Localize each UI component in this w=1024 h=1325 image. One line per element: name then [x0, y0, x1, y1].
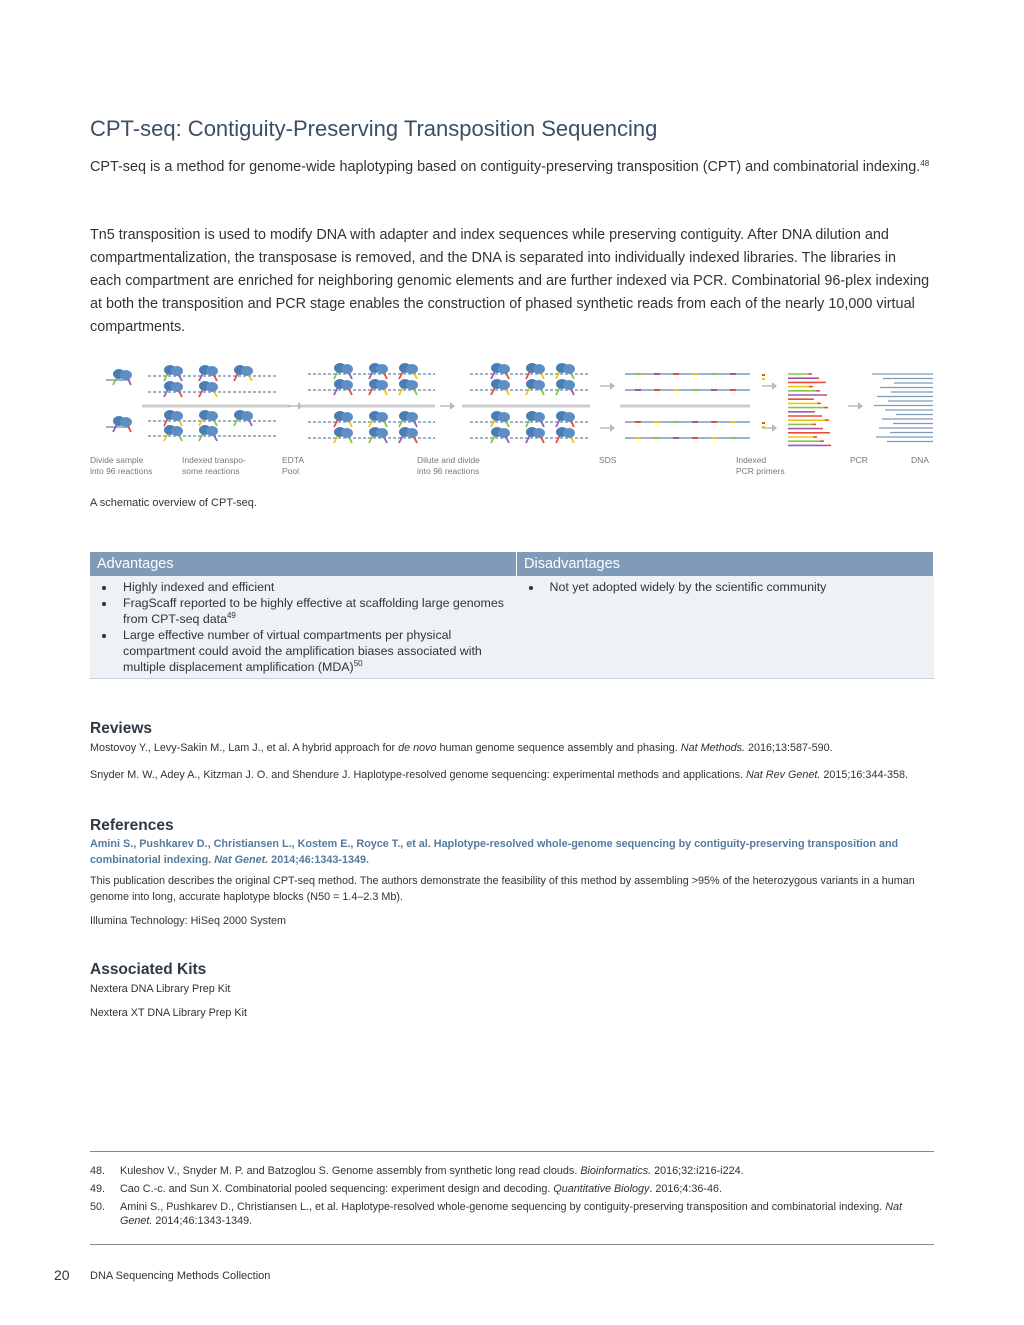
transposome — [341, 428, 353, 438]
arrow-head — [772, 424, 777, 432]
step-label-line2: some reactions — [182, 466, 240, 476]
transposome — [406, 380, 418, 390]
transposome — [120, 417, 132, 427]
footnote-volume: 2014;46:1343-1349. — [152, 1215, 253, 1227]
primer — [762, 374, 765, 376]
transposome — [533, 428, 545, 438]
footnote-volume: . 2016;4:36-46. — [649, 1183, 723, 1195]
review-authors-title: Snyder M. W., Adey A., Kitzman J. O. and Shendure J. Haplotype-resolved genome sequencing: experimental methods and applications. — [90, 769, 746, 781]
transposome — [171, 382, 183, 392]
transposome — [206, 426, 218, 436]
review-title-rest: human genome sequence assembly and phasing. — [436, 742, 681, 754]
step-label: Indexed transpo- — [182, 455, 246, 465]
body-paragraph: Tn5 transposition is used to modify DNA with adapter and index sequences while preserving contiguity. After DNA dilution and compartmentalization, the transposase is removed, and the DNA is separated into individually indexed libraries. The libraries in each compartment are enriched for neighboring genomic elements and are further indexed via PCR. Combinatorial 96-plex indexing at both the transposition and PCR stage enables the construction of phased synthetic reads from each of the nearly 10,000 virtual compartments. — [90, 227, 930, 335]
transposome — [120, 370, 132, 380]
figure-caption: A schematic overview of CPT-seq. — [90, 497, 257, 509]
primer — [762, 422, 765, 424]
advantage-text: FragScaff reported to be highly effective at scaffolding large genomes from CPT-seq data — [123, 596, 504, 626]
disadvantages-cell — [517, 576, 934, 679]
reviews-heading: Reviews — [90, 720, 153, 737]
transposome — [241, 366, 253, 376]
disadvantages-header: Disadvantages — [517, 552, 934, 576]
review-journal: Nat Rev Genet. — [745, 769, 821, 781]
transposome — [563, 428, 575, 438]
transposome — [206, 366, 218, 376]
transposome — [341, 412, 353, 422]
intro-paragraph — [90, 156, 930, 179]
footnote-journal: Nat Genet. — [120, 1201, 902, 1227]
arrow-head — [610, 382, 615, 390]
step-label: PCR — [850, 455, 868, 465]
footnote-number: 49. — [90, 1183, 106, 1195]
advantage-item — [116, 627, 510, 675]
references-heading: References — [90, 817, 174, 834]
transposome — [498, 364, 510, 374]
advantages-list — [97, 579, 510, 675]
reference-authors-title: Amini S., Pushkarev D., Christiansen L., Kostem E., Royce T., et al. Haplotype-resolved whole-genome sequencing by contiguity-preserving transposition and combinatorial indexing. — [90, 838, 899, 866]
transposome — [406, 364, 418, 374]
footnote — [90, 1182, 935, 1196]
review-authors-title: Mostovoy Y., Levy-Sakin M., Lam J., et al. A hybrid approach for — [90, 742, 399, 754]
arrow-head — [858, 402, 863, 410]
cpt-seq-schematic — [90, 356, 935, 481]
footnote-number: 50. — [90, 1201, 106, 1213]
advantage-item — [116, 595, 510, 627]
advantages-header: Advantages — [90, 552, 517, 576]
transposome — [563, 380, 575, 390]
arrow-head — [772, 382, 777, 390]
reference-description: This publication describes the original CPT-seq method. The authors demonstrate the feasibility of this method by assembling >95% of the heterozygous variants in a human genome into long, accurate haplotype blocks (N50 = 1.4–2.3 Mb). — [90, 875, 915, 903]
transposome — [341, 364, 353, 374]
citation-superscript: 50 — [353, 659, 363, 668]
reference-volume: 2014;46:1343-1349. — [268, 854, 370, 866]
transposome — [498, 380, 510, 390]
step-label: EDTA — [282, 455, 305, 465]
review-volume: 2015;16:344-358. — [820, 769, 909, 781]
footnote-text: Kuleshov V., Snyder M. P. and Batzoglou S. Genome assembly from synthetic long read clouds. — [120, 1165, 581, 1177]
disadvantage-item — [543, 579, 927, 595]
page-number: 20 — [54, 1267, 70, 1283]
transposome — [206, 411, 218, 421]
step-label-line2: into 96 reactions — [90, 466, 153, 476]
footnote-number: 48. — [90, 1165, 106, 1177]
review-citation — [90, 767, 935, 783]
footnote-text: Amini S., Pushkarev D., Christiansen L., et al. Haplotype-resolved whole-genome sequencing by contiguity-preserving transposition and combinatorial indexing. — [120, 1201, 886, 1213]
transposome — [563, 364, 575, 374]
transposome — [533, 380, 545, 390]
kit-item: Nextera XT DNA Library Prep Kit — [90, 1007, 248, 1019]
review-citation — [90, 740, 935, 756]
footnote-journal: Quantitative Biology — [553, 1183, 650, 1195]
citation-superscript: 49 — [226, 611, 236, 620]
step-label-line2: into 96 reactions — [417, 466, 480, 476]
transposome — [498, 428, 510, 438]
review-journal: Nat Methods. — [680, 742, 746, 754]
review-italic-term: de novo — [398, 742, 437, 754]
primer — [762, 378, 765, 380]
advantage-item — [116, 579, 510, 595]
step-label-line2: PCR primers — [736, 466, 785, 476]
transposome — [498, 412, 510, 422]
transposome — [376, 428, 388, 438]
transposome — [533, 364, 545, 374]
footnote-journal: Bioinformatics. — [580, 1165, 652, 1177]
arrow-head — [450, 402, 455, 410]
transposome — [376, 412, 388, 422]
page-title: CPT-seq: Contiguity-Preserving Transposition Sequencing — [90, 116, 658, 141]
footnotes-divider — [90, 1151, 934, 1152]
schematic-labels — [90, 455, 929, 476]
transposome — [241, 411, 253, 421]
transposome — [533, 412, 545, 422]
associated-kits-heading: Associated Kits — [90, 961, 207, 978]
disadvantages-list — [524, 579, 927, 595]
footer-divider — [90, 1244, 934, 1245]
step-label: DNA — [911, 455, 929, 465]
step-label: Dilute and divide — [417, 455, 480, 465]
transposome — [563, 412, 575, 422]
citation-superscript: 48 — [920, 159, 930, 168]
advantages-table — [90, 552, 934, 679]
transposome — [171, 366, 183, 376]
reference-technology: Illumina Technology: HiSeq 2000 System — [90, 915, 287, 927]
transposome — [376, 380, 388, 390]
schematic-artwork — [106, 363, 933, 445]
transposome — [341, 380, 353, 390]
transposome — [406, 412, 418, 422]
step-label: SDS — [599, 455, 617, 465]
transposome — [406, 428, 418, 438]
transposome — [171, 411, 183, 421]
kit-item: Nextera DNA Library Prep Kit — [90, 983, 231, 995]
reference-citation — [90, 836, 935, 868]
reference-journal: Nat Genet. — [214, 854, 269, 866]
transposome — [171, 426, 183, 436]
footnote — [90, 1164, 935, 1178]
transposome — [376, 364, 388, 374]
advantage-text: Highly indexed and efficient — [123, 580, 275, 594]
arrow-head — [610, 424, 615, 432]
intro-text: CPT-seq is a method for genome-wide haplotyping based on contiguity-preserving transposition (CPT) and combinatorial indexing. — [90, 159, 921, 175]
transposome — [206, 382, 218, 392]
collection-name: DNA Sequencing Methods Collection — [90, 1270, 271, 1282]
step-label: Divide sample — [90, 455, 144, 465]
step-label-line2: Pool — [282, 466, 300, 476]
advantage-text: Large effective number of virtual compartments per physical compartment could avoid the amplification biases associated with multiple displacement amplification (MDA) — [123, 628, 482, 674]
disadvantage-text: Not yet adopted widely by the scientific community — [549, 580, 827, 594]
footnote — [90, 1200, 935, 1228]
footnote-volume: 2016;32:i216-i224. — [651, 1165, 744, 1177]
advantages-cell — [90, 576, 517, 679]
review-volume: 2016;13:587-590. — [745, 742, 833, 754]
footnote-text: Cao C.-c. and Sun X. Combinatorial pooled sequencing: experiment design and decoding. — [120, 1183, 554, 1195]
step-label: Indexed — [736, 455, 767, 465]
